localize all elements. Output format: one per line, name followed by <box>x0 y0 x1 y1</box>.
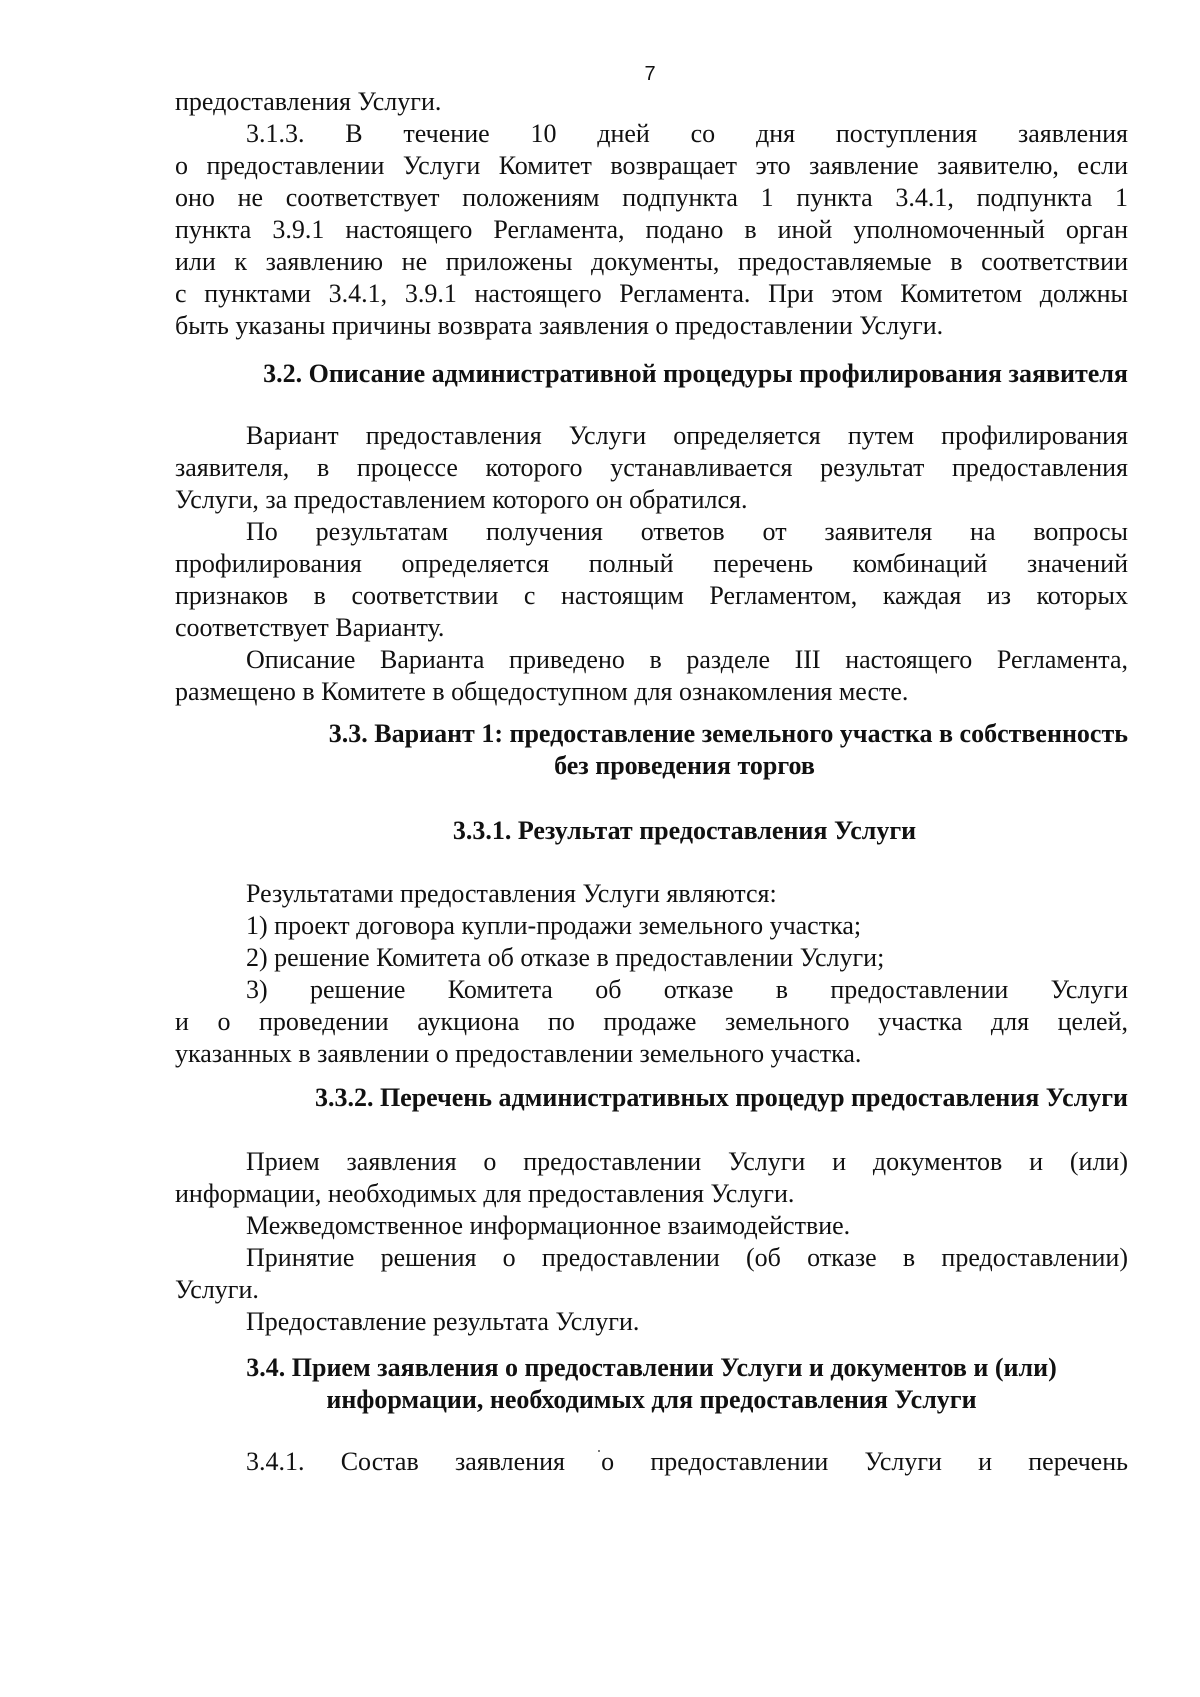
list-item: 1) проект договора купли-продажи земельного участка; <box>246 911 862 940</box>
text-line: признаков в соответствии с настоящим Регламентом, каждая из которых <box>175 581 1128 610</box>
paragraph-3-2-b <box>175 516 1128 644</box>
text-line: профилирования определяется полный перечень комбинаций значений <box>175 549 1128 578</box>
text-line: о предоставлении Услуги Комитет возвращает это заявление заявителю, если <box>175 151 1128 180</box>
text-line: Результатами предоставления Услуги являются: <box>246 879 777 908</box>
text-line: Принятие решения о предоставлении (об отказе в предоставлении) <box>246 1243 1128 1272</box>
text-line: Услуги. <box>175 1275 259 1304</box>
paragraph-3-4-1 <box>175 1446 1128 1478</box>
text-line: и о проведении аукциона по продаже земельного участка для целей, <box>175 1007 1128 1036</box>
section-heading-line: информации, необходимых для предоставления Услуги <box>326 1385 977 1414</box>
text-line: 3.1.3. В течение 10 дней со дня поступления заявления <box>246 119 1128 148</box>
text-line: пункта 3.9.1 настоящего Регламента, подано в иной уполномоченный орган <box>175 215 1128 244</box>
list-item: 3) решение Комитета об отказе в предоставлении Услуги <box>246 975 1128 1004</box>
text-line: По результатам получения ответов от заявителя на вопросы <box>246 517 1128 546</box>
text-line: заявителя, в процессе которого устанавливается результат предоставления <box>175 453 1128 482</box>
subsection-heading: 3.3.1. Результат предоставления Услуги <box>452 816 917 845</box>
heading-3-4 <box>175 1352 1128 1416</box>
text-line: Межведомственное информационное взаимодействие. <box>246 1211 851 1240</box>
heading-3-2 <box>175 358 1128 390</box>
subsection-heading: 3.3.2. Перечень административных процедур предоставления Услуги <box>314 1083 1128 1112</box>
heading-3-3-2 <box>175 1082 1128 1114</box>
paragraph-3-2-c <box>175 644 1128 708</box>
section-heading-line: 3.3. Вариант 1: предоставление земельного участка в собственность <box>328 719 1128 748</box>
page-number: 7 <box>644 63 656 85</box>
text-line: Услуги, за предоставлением которого он обратился. <box>175 485 748 514</box>
list-item: 2) решение Комитета об отказе в предоставлении Услуги; <box>246 943 885 972</box>
text-line: или к заявлению не приложены документы, предоставляемые в соответствии <box>175 247 1128 276</box>
text-line: Описание Варианта приведено в разделе III настоящего Регламента, <box>246 645 1128 674</box>
text-line: размещено в Комитете в общедоступном для ознакомления месте. <box>175 677 909 706</box>
text-line: предоставления Услуги. <box>175 87 442 116</box>
paragraph-3-3-1 <box>175 878 1128 1070</box>
text-line: указанных в заявлении о предоставлении земельного участка. <box>175 1039 862 1068</box>
paragraph-3-3-2 <box>175 1146 1128 1338</box>
paragraph-3-2-a <box>175 420 1128 516</box>
text-line: с пунктами 3.4.1, 3.9.1 настоящего Регламента. При этом Комитетом должны <box>175 279 1128 308</box>
text-line: Вариант предоставления Услуги определяется путем профилирования <box>246 421 1128 450</box>
text-line: соответствует Варианту. <box>175 613 445 642</box>
section-heading-line: 3.4. Прием заявления о предоставлении Услуги и документов и (или) <box>246 1353 1057 1382</box>
text-line: Предоставление результата Услуги. <box>246 1307 640 1336</box>
text-line: быть указаны причины возврата заявления о предоставлении Услуги. <box>175 311 944 340</box>
text-line: оно не соответствует положениям подпункта 1 пункта 3.4.1, подпункта 1 <box>175 183 1128 212</box>
paragraph-continuation <box>175 86 1128 118</box>
section-heading: 3.2. Описание административной процедуры профилирования заявителя <box>263 359 1128 388</box>
paragraph-3-1-3 <box>175 118 1128 342</box>
heading-3-3 <box>175 718 1128 782</box>
text-line: Прием заявления о предоставлении Услуги и документов и (или) <box>246 1147 1128 1176</box>
heading-3-3-1 <box>175 815 1128 847</box>
text-line: 3.4.1. Состав заявления о предоставлении Услуги и перечень <box>246 1447 1128 1476</box>
section-heading-line: без проведения торгов <box>554 751 815 780</box>
text-line: информации, необходимых для предоставления Услуги. <box>175 1179 795 1208</box>
